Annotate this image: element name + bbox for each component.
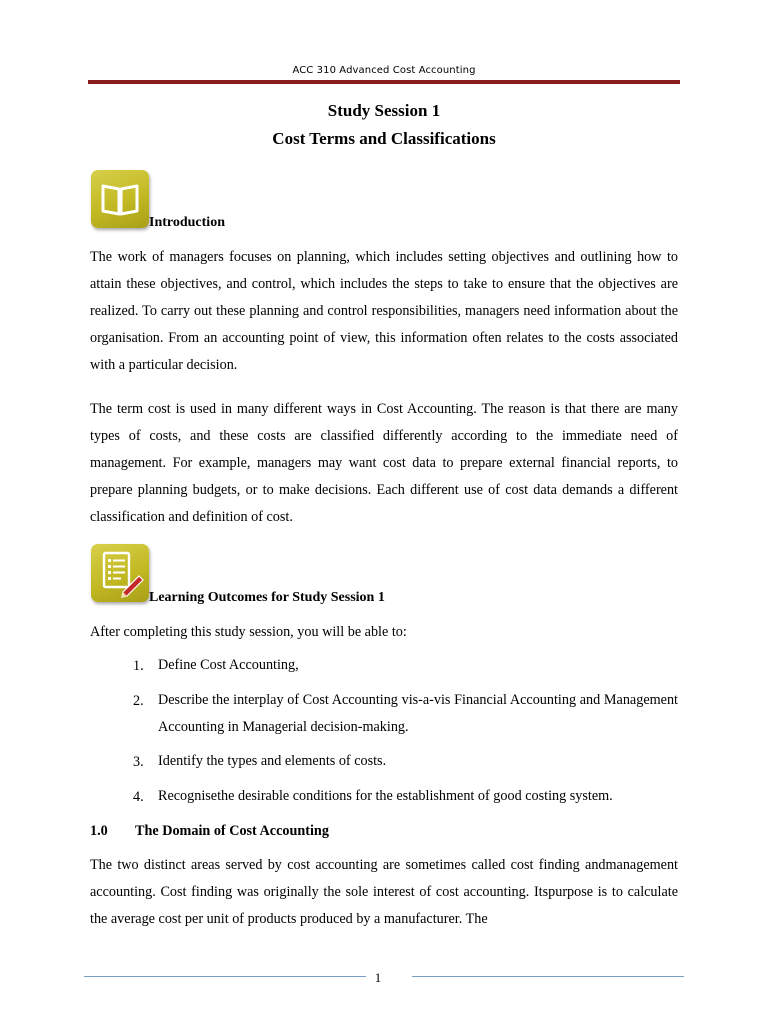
outcome-number: 2. [133,693,144,709]
footer-rule-right [412,976,684,977]
session-number-title: Study Session 1 [327,101,441,120]
introduction-heading: Introduction [149,215,225,230]
section-number: 1.0 [90,823,108,839]
outcome-text: Recognisethe desirable conditions for the establishment of good costing system. [158,788,613,804]
document-pencil-icon [91,544,149,602]
running-header: ACC 310 Advanced Cost Accounting [292,65,476,76]
outcome-number: 1. [133,658,144,674]
session-topic-title: Cost Terms and Classifications [272,129,496,148]
learning-outcomes-heading: Learning Outcomes for Study Session 1 [149,590,385,605]
outcome-text: Describe the interplay of Cost Accounting vis-a-vis Financial Accounting and Management Accounting in Managerial decision-making. [158,692,678,735]
learning-outcomes-intro: After completing this study session, you will be able to: [90,624,407,640]
outcome-number: 4. [133,789,144,805]
section-title: The Domain of Cost Accounting [135,823,329,839]
intro-paragraph-2: The term cost is used in many different ways in Cost Accounting. The reason is that there are many types of costs, and these costs are classified differently according to the immediate need of management. For example, managers may want cost data to prepare external financial reports, to prepare planning budgets, or to make decisions. Each different use of cost data demands a different classification and definition of cost. [90,401,678,525]
page-number: 1 [374,970,382,985]
footer-rule-left [84,976,366,977]
open-book-icon [91,170,149,228]
outcome-text: Identify the types and elements of costs. [158,753,387,769]
section-paragraph: The two distinct areas served by cost accounting are sometimes called cost finding andmanagement accounting. Cost finding was originally the sole interest of cost accounting. Itspurpose is to calculate the average cost per unit of products produced by a manufacturer. The [90,857,678,927]
outcome-number: 3. [133,754,144,770]
intro-paragraph-1: The work of managers focuses on planning, which includes setting objectives and outlining how to attain these objectives, and control, which includes the steps to take to ensure that the objectives are realized. To carry out these planning and control responsibilities, managers need information about the organisation. From an accounting point of view, this information often relates to the costs associated with a particular decision. [90,249,678,373]
header-rule [88,80,680,84]
outcome-text: Define Cost Accounting, [158,657,299,673]
